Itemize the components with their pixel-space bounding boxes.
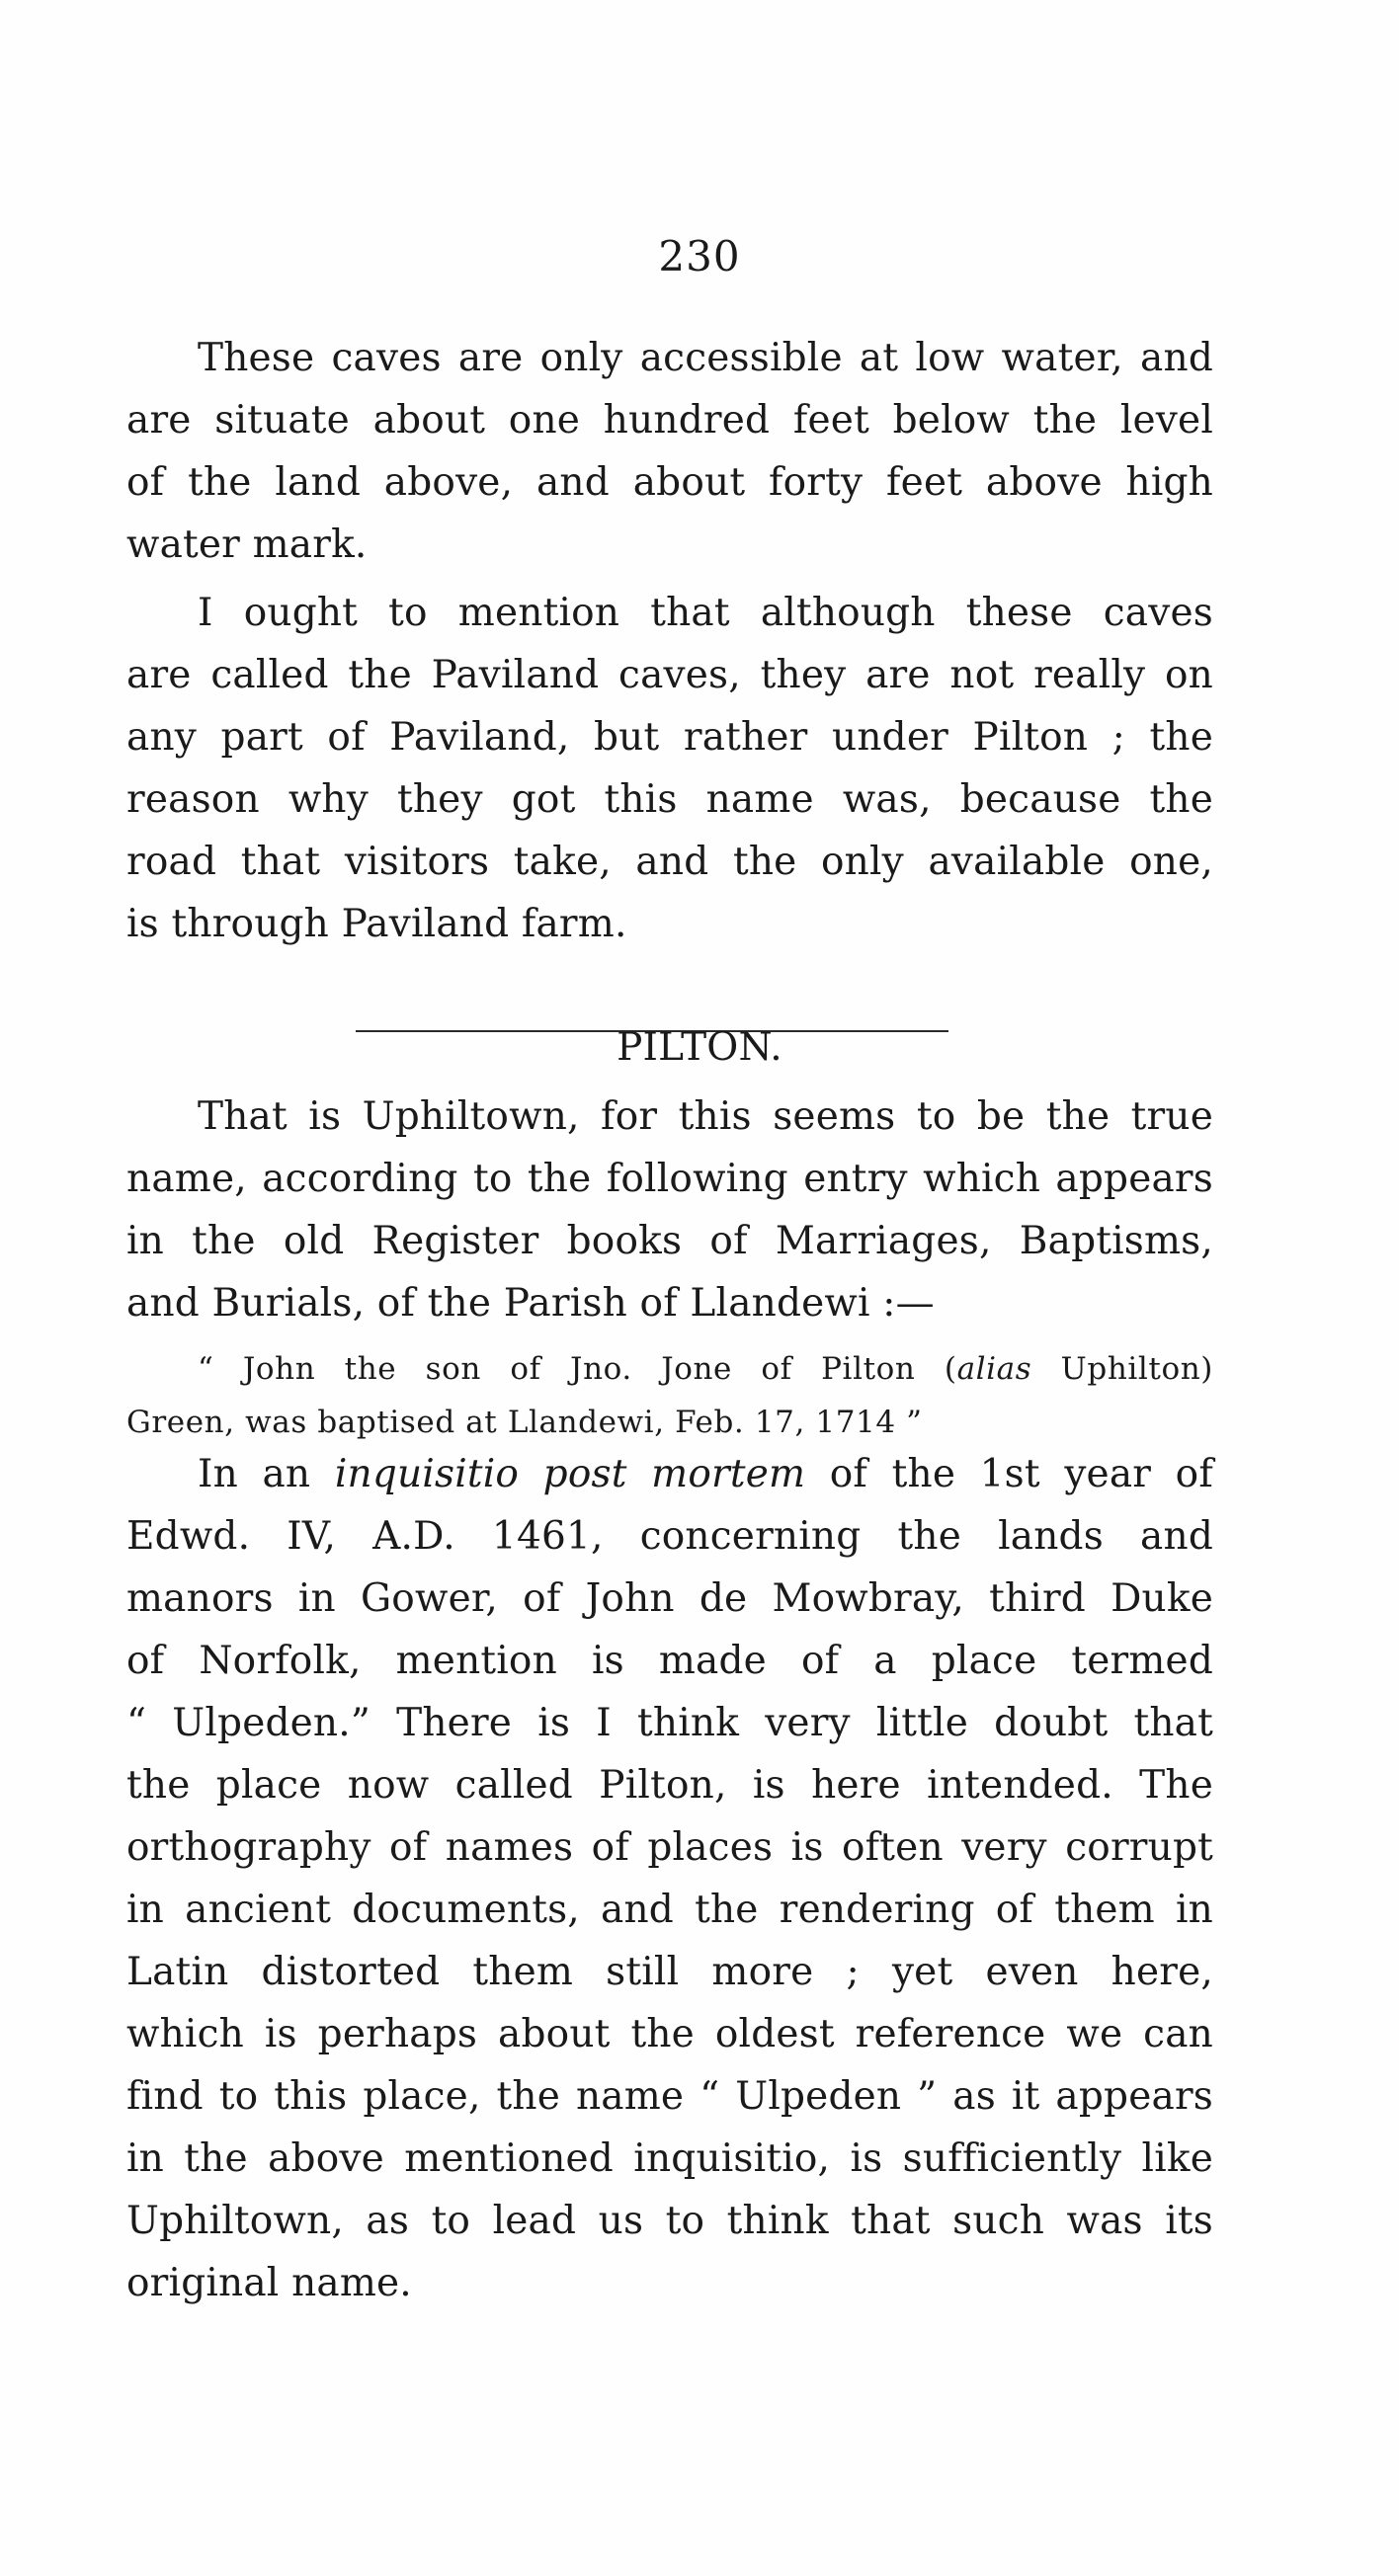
paragraph-3-line-3: in the old Register books of Marriages, Baptisms, (126, 1219, 1213, 1263)
quote-text-start: “ John the son of Jno. Jone of Pilton ( (198, 1351, 957, 1387)
paragraph-4-line-6: the place now called Pilton, is here intended. The (126, 1763, 1213, 1808)
paragraph-4-line-13: Uphiltown, as to lead us to think that such was its (126, 2199, 1213, 2243)
paragraph-3-line-4: and Burials, of the Parish of Llandewi :— (126, 1281, 935, 1326)
quote-text-end: Uphilton) (1031, 1351, 1213, 1387)
paragraph-2-line-3: any part of Paviland, but rather under Pilton ; the (126, 715, 1213, 760)
page-number: 230 (658, 232, 741, 281)
paragraph-4-line-7: orthography of names of places is often very corrupt (126, 1825, 1213, 1870)
paragraph-4-line-12: in the above mentioned inquisitio, is sufficiently like (126, 2136, 1213, 2181)
paragraph-2-line-6: is through Paviland farm. (126, 902, 627, 946)
paragraph-4-line-11: find to this place, the name “ Ulpeden ” as it appears (126, 2074, 1213, 2119)
paragraph-2-line-5: road that visitors take, and the only available one, (126, 840, 1213, 884)
paragraph-2-line-4: reason why they got this name was, because the (126, 777, 1213, 822)
paragraph-4-line-10: which is perhaps about the oldest reference we can (126, 2012, 1213, 2056)
paragraph-1-line-4: water mark. (126, 523, 368, 567)
paragraph-2-line-1: I ought to mention that although these caves (198, 591, 1213, 635)
latin-term: inquisitio post mortem (334, 1452, 806, 1496)
paragraph-4-line-8: in ancient documents, and the rendering of them in (126, 1888, 1213, 1932)
paragraph-4-line-5: “ Ulpeden.” There is I think very little doubt that (126, 1701, 1213, 1745)
paragraph-1-line-3: of the land above, and about forty feet above high (126, 460, 1213, 505)
register-quote-line-2: Green, was baptised at Llandewi, Feb. 17, 1714 ” (126, 1405, 923, 1440)
paragraph-4-text-end: of the 1st year of (805, 1452, 1213, 1496)
paragraph-4-line-14: original name. (126, 2261, 412, 2305)
paragraph-1-line-1: These caves are only accessible at low water, and (198, 336, 1213, 380)
paragraph-2-line-2: are called the Paviland caves, they are not really on (126, 653, 1213, 697)
paragraph-4-line-9: Latin distorted them still more ; yet even here, (126, 1950, 1213, 1994)
paragraph-4-line-1 (198, 1444, 1213, 1505)
section-heading: PILTON. (617, 1025, 782, 1070)
paragraph-1-line-2: are situate about one hundred feet below the level (126, 398, 1213, 443)
paragraph-4-line-3: manors in Gower, of John de Mowbray, third Duke (126, 1576, 1213, 1621)
quote-italic-alias: alias (956, 1351, 1032, 1387)
paragraph-3-line-2: name, according to the following entry which appears (126, 1157, 1213, 1201)
register-quote-line-1 (198, 1338, 1213, 1400)
paragraph-3-line-1: That is Uphiltown, for this seems to be the true (198, 1094, 1213, 1139)
paragraph-4-text-start: In an (198, 1452, 335, 1496)
paragraph-4-line-4: of Norfolk, mention is made of a place termed (126, 1639, 1213, 1683)
paragraph-4-line-2: Edwd. IV, A.D. 1461, concerning the lands and (126, 1514, 1213, 1559)
